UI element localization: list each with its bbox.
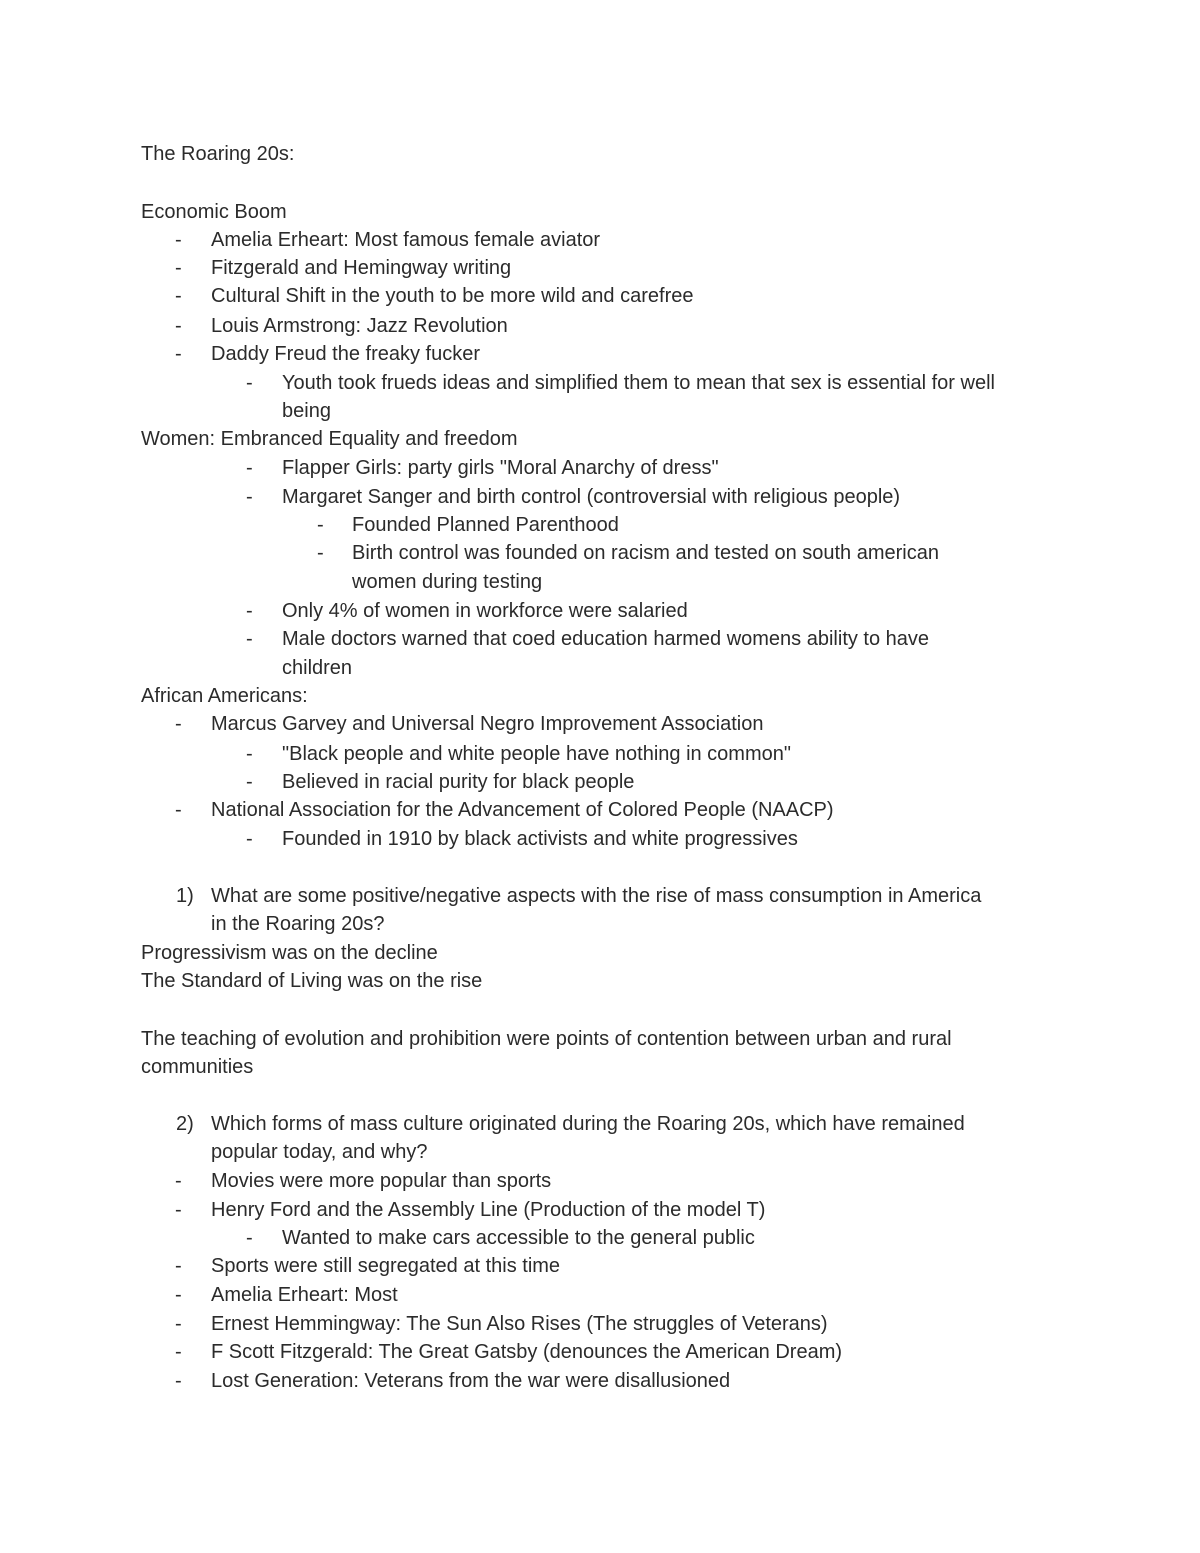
- bullet-dash: -: [246, 771, 253, 793]
- bullet-dash: -: [246, 372, 253, 394]
- bullet-dash: -: [175, 1313, 182, 1335]
- bullet-dash: -: [175, 343, 182, 365]
- bullet-dash: -: [317, 514, 324, 536]
- bullet-dash: -: [246, 457, 253, 479]
- bullet-dash: -: [175, 285, 182, 307]
- bullet-dash: -: [175, 315, 182, 337]
- bullet-dash: -: [175, 713, 182, 735]
- bullet-dash: -: [175, 1170, 182, 1192]
- document-page: The Roaring 20s: Economic Boom - Amelia Erheart: Most famous female aviator - Fitzgerald and Hemingway writing - Cultural Shift in the youth to be more wild and carefree - Louis Armstrong: Jazz Revolution - Daddy Freud the freaky fucker - Youth took frueds ideas and simplified them to mean that sex is essential for well being Women: Embranced Equality and freedom - Flapper Girls: party girls "Moral Anarchy of dress" - Margaret Sanger and birth control (controversial with religious people) - Founded Planned Parenthood - Birth control was founded on racism and tested on south american women during testing - Only 4% of women in workforce were salaried - Male doctors warned that coed education harmed womens ability to have children African Americans: - Marcus Garvey and Universal Negro Improvement Association - "Black people and white people have nothing in common" - Believed in racial purity for black people - National Association for the Advancement of Colored People (NAACP) - Founded in 1910 by black activists and white progressives 1) What are some positive/negative aspects with the rise of mass consumption in America in the Roaring 20s? Progressivism was on the decline The Standard of Living was on the rise The teaching of evolution and prohibition were points of contention between urban and rural communities 2) Which forms of mass culture originated during the Roaring 20s, which have remained popular today, and why? - Movies were more popular than sports - Henry Ford and the Assembly Line (Production of the model T) - Wanted to make cars accessible to the general public - Sports were still segregated at this time - Amelia Erheart: Most - Ernest Hemmingway: The Sun Also Rises (The struggles of Veterans) - F Scott Fitzgerald: The Great Gatsby (denounces the American Dream) - Lost Generation: Veterans from the war were disallusioned: [141, 143, 995, 1392]
- bullet-dash: -: [317, 542, 324, 564]
- bullet-dash: -: [246, 486, 253, 508]
- bullet-dash: -: [246, 743, 253, 765]
- bullet-dash: -: [175, 799, 182, 821]
- bullet-dash: -: [175, 1341, 182, 1363]
- question-number: 2): [176, 1113, 194, 1135]
- bullet-dash: -: [175, 1370, 182, 1392]
- bullet-dash: -: [246, 600, 253, 622]
- bullet-dash: -: [175, 1255, 182, 1277]
- bullet-dash: -: [175, 229, 182, 251]
- question-number: 1): [176, 885, 194, 907]
- bullet-dash: -: [175, 1199, 182, 1221]
- bullet-dash: -: [246, 828, 253, 850]
- title-text: The Roaring 20s:: [141, 143, 295, 165]
- bullet-dash: -: [175, 257, 182, 279]
- bullet-dash: -: [246, 1227, 253, 1249]
- bullet-dash: -: [246, 628, 253, 650]
- bullet-dash: -: [175, 1284, 182, 1306]
